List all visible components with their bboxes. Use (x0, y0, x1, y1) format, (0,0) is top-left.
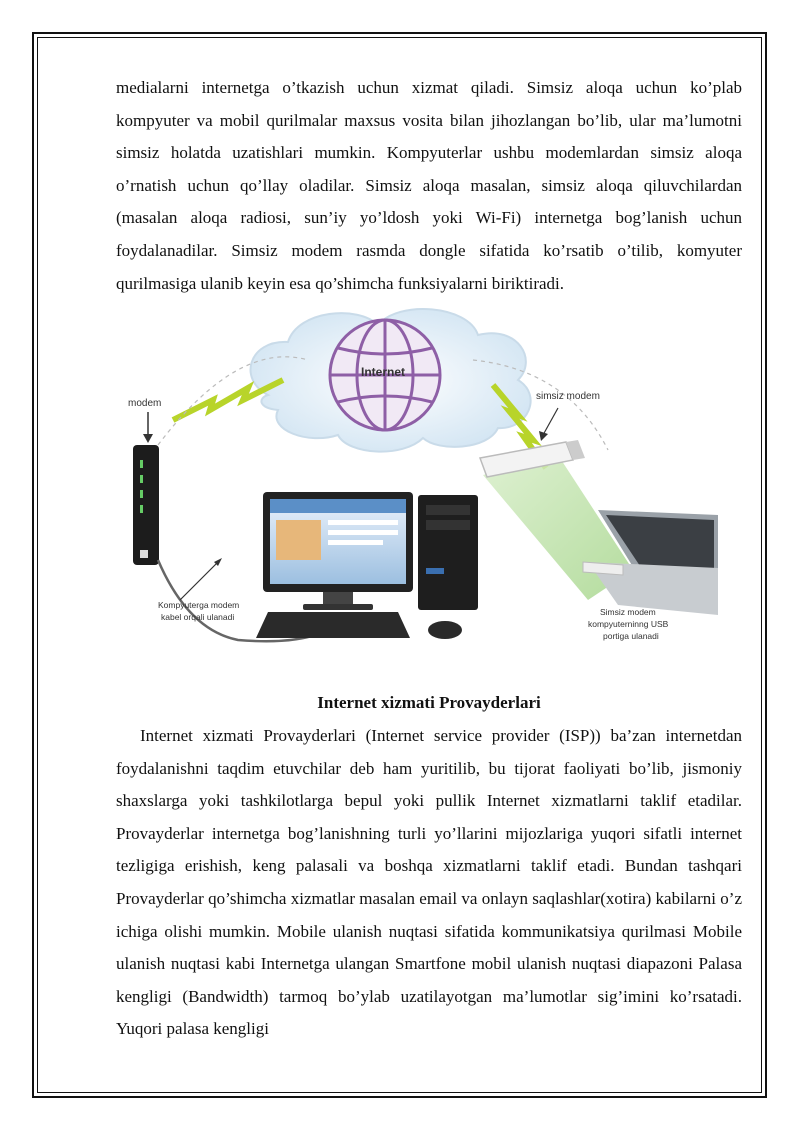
computer-tower-icon (418, 495, 478, 610)
usb-caption-line3: portiga ulanadi (603, 631, 659, 641)
keyboard-icon (256, 612, 410, 638)
section-heading: Internet xizmati Provayderlari (317, 693, 541, 712)
modem-label: modem (128, 398, 162, 409)
usb-caption-line2: kompyuterninng USB (588, 619, 669, 629)
wireless-modem-label: simsiz modem (536, 391, 600, 402)
mouse-icon (428, 621, 462, 639)
isp-paragraph: Internet xizmati Provayderlari (Internet service provider (ISP)) ba’zan internetdan foydalanishni taqdim etuvchilar deb ham yuritilib, bu tijorat faoliyati bo’lib, jismoniy shaxslarga yoki tashkilotlarga bepul yoki pullik Internet xizmatlarni taklif etadilar. Provayderlar internetga bog’lanishning turli yo’llarini mijozlariga yuqori sifatli internet tezligiga erishish, keng palasali va boshqa xizmatlarni taklif etadi. Bundan tashqari Provayderlar qo’shimcha xizmatlar masalan email va onlayn saqlashlar(xotira) kabilarni o’z ichiga olishi mumkin. Mobile ulanish nuqtasi sifatida kommunikatsiya qurilmasi Mobile ulanish nuqtasi kabi Internetga ulangan Smartfone mobil ulanish nuqtasi diapazoni Palasa kengligi (Bandwidth) tarmoq bo’ylab uzatilayotgan ma’lumotlar sig’imini ko’rsatadi. Yuqori palasa kengligi (116, 726, 742, 1039)
monitor-icon (263, 492, 413, 610)
intro-paragraph: medialarni internetga o’tkazish uchun xizmat qiladi. Simsiz aloqa uchun ko’plab kompyuter va mobil qurilmalar maxsus vosita bilan jihozlangan bo’lib, ular ma’lumotni simsiz holatda uzatishlari mumkin. Kompyuterlar ushbu modemlardan simsiz aloqa o’rnatish uchun qo’llay oladilar. Simsiz aloqa masalan, simsiz aloqa qiluvchilardan (masalan aloqa radiosi, sun’iy yo’ldosh yoki Wi-Fi) internetga bog’lanish uchun foydalanadilar. Simsiz modem rasmda dongle sifatida ko’rsatib o’tilib, komyuter qurilmasiga ulanib keyin esa qo’shimcha funksiyalarni biriktiradi. (116, 78, 742, 293)
usb-caption-line1: Simsiz modem (600, 607, 656, 617)
cable-caption-line2: kabel orqali ulanadi (161, 612, 235, 622)
internet-connection-figure (118, 300, 728, 660)
cable-caption-line1: Kompyuterga modem (158, 600, 240, 610)
modem-device (133, 445, 159, 565)
internet-label: Internet (361, 365, 406, 379)
